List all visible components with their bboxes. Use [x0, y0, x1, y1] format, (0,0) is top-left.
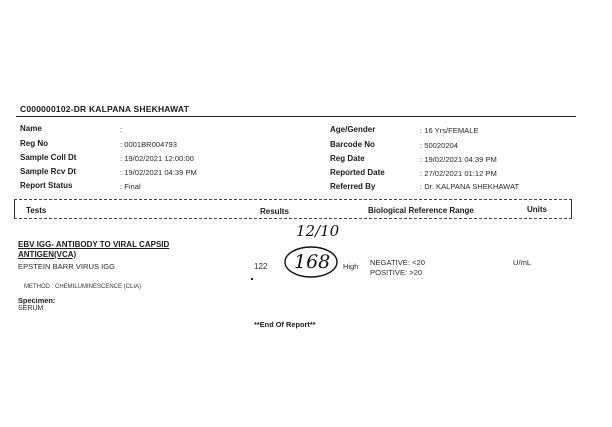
- barcode-label: Barcode No: [330, 140, 375, 149]
- test-parameter: EPSTEIN BARR VIRUS IGG: [18, 262, 116, 271]
- referred-by-value: : Dr. KALPANA SHEKHAWAT: [420, 182, 520, 191]
- sample-coll-value: : 19/02/2021 12:00:00: [120, 154, 194, 163]
- reported-date-label: Reported Date: [330, 168, 385, 177]
- result-flag: High: [343, 262, 359, 271]
- handwritten-date: 12/10: [296, 222, 340, 240]
- report-status-value: : Final: [120, 182, 141, 191]
- test-title-line1: EBV IGG- ANTIBODY TO VIRAL CAPSID: [18, 240, 170, 249]
- regno-label: Reg No: [20, 139, 48, 148]
- age-gender-label: Age/Gender: [330, 125, 376, 134]
- doctor-line: C000000102-DR KALPANA SHEKHAWAT: [20, 104, 189, 114]
- barcode-value: : 50020204: [420, 141, 459, 150]
- test-result: 122: [254, 262, 268, 271]
- reg-date-value: : 19/02/2021 04:39 PM: [420, 155, 497, 164]
- results-column-header: Results: [260, 207, 289, 216]
- reference-positive: POSITIVE: >20: [370, 268, 423, 277]
- name-value: :: [120, 125, 123, 134]
- report-status-label: Report Status: [20, 181, 73, 190]
- ink-dot: [251, 278, 253, 280]
- regno-value: : 0001BR004793: [120, 140, 178, 149]
- test-title-line2: ANTIGEN(VCA): [18, 250, 77, 259]
- specimen-label: Specimen:: [18, 296, 56, 305]
- name-label: Name: [20, 124, 42, 133]
- header-rule: [16, 116, 576, 117]
- sample-coll-label: Sample Coll Dt: [20, 153, 77, 162]
- sample-rcv-label: Sample Rcv Dt: [20, 167, 77, 176]
- reported-date-value: : 27/02/2021 01:12 PM: [420, 169, 497, 178]
- sample-rcv-value: : 19/02/2021 04:39 PM: [120, 168, 197, 177]
- reg-date-label: Reg Date: [330, 154, 365, 163]
- reference-column-header: Biological Reference Range: [368, 206, 474, 215]
- reference-negative: NEGATIVE: <20: [370, 258, 425, 267]
- result-unit: U/mL: [513, 258, 532, 267]
- units-column-header: Units: [527, 205, 547, 214]
- handwritten-value: 168: [294, 251, 331, 273]
- age-gender-value: : 16 Yrs/FEMALE: [420, 126, 479, 135]
- referred-by-label: Referred By: [330, 182, 376, 191]
- results-table-header: [14, 199, 572, 219]
- specimen-value: SERUM: [18, 305, 44, 312]
- tests-column-header: Tests: [26, 206, 47, 215]
- end-of-report: **End Of Report**: [254, 320, 316, 329]
- test-method: METHOD : CHEMILUMINESCENCE (CLIA): [24, 284, 142, 290]
